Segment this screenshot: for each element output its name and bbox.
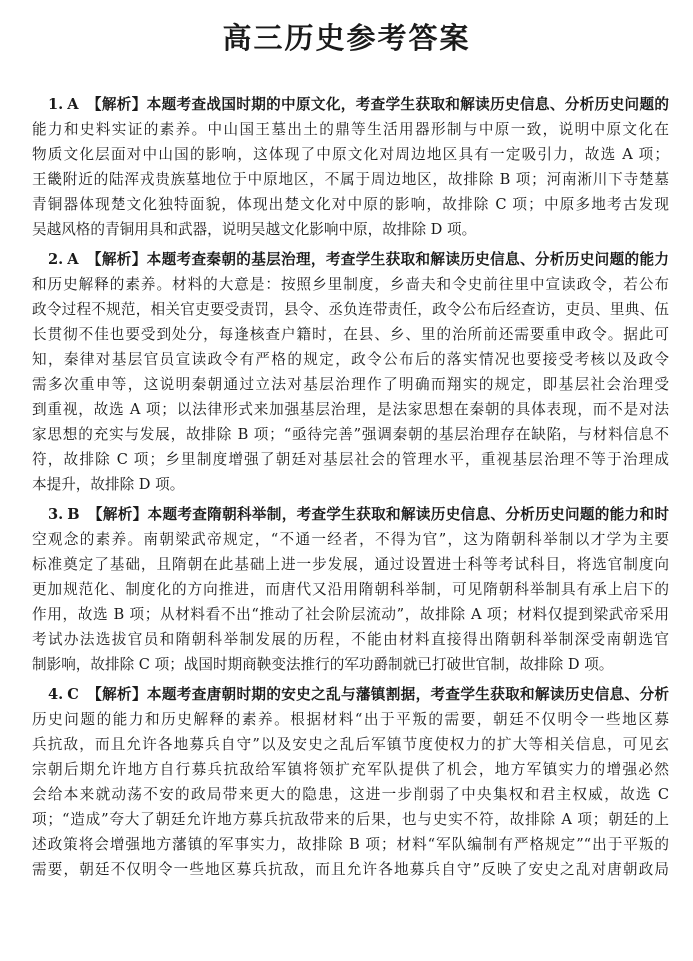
answer-line: 政令过程不规范，相关官吏要受责罚，县令、丞负连带责任，政令公布后经查访，吏员、里典、伍: [32, 301, 669, 318]
answer-line: 和历史解释的素养。材料的大意是：按照乡里制度，乡啬夫和令史前往里中宣读政令，若公布: [32, 276, 669, 293]
answer-line: 本提升，故排除 D 项。: [32, 476, 185, 493]
answer-letter: B: [67, 506, 80, 523]
answer-first-line: [32, 247, 669, 272]
answer-line: 王畿附近的陆浑戎贵族墓地位于中原地区，不属于周边地区，故排除 B 项；河南淅川下寺楚墓: [32, 171, 669, 188]
answer-line: 知，秦律对基层官员宣读政令有严格的规定，政令公布后的落实情况也要接受考核以及政令: [32, 351, 669, 368]
answer-letter: A: [67, 251, 79, 268]
answer-first-line: [32, 92, 669, 117]
analysis-tag: 【解析】: [86, 96, 147, 113]
question-number: 3.: [48, 506, 64, 523]
answer-first-line: [32, 502, 669, 527]
answer-line: 标准奠定了基础，且隋朝在此基础上进一步发展，通过设置进士科等考试科目，将选官制度向: [32, 556, 669, 573]
answer-item-2: [32, 247, 669, 497]
analysis-tag: 【解析】: [86, 686, 147, 703]
answer-item-4: [32, 682, 669, 882]
answer-line: 制影响，故排除 C 项；战国时期商鞅变法推行的军功爵制就已打破世官制，故排除 D 项。: [32, 656, 614, 673]
answer-line: 作用，故选 B 项；从材料看不出“推动了社会阶层流动”，故排除 A 项；材料仅提到梁武帝采用: [32, 606, 669, 623]
answer-item-3: [32, 502, 669, 677]
answer-letter: A: [67, 96, 79, 113]
answer-line: 青铜器体现楚文化独特面貌，体现出楚文化对中原的影响，故排除 C 项；中原多地考古发现: [32, 196, 669, 213]
answer-line: 项；“造成”夸大了朝廷允许地方募兵抗敌带来的后果，也与史实不符，故排除 A 项；朝廷的上: [32, 811, 669, 828]
answer-line: 会给本来就动荡不安的政局带来更大的隐患，这进一步削弱了中央集权和君主权威，故选 C: [32, 786, 669, 803]
question-number: 2.: [48, 251, 64, 268]
answer-line: 到重视，故选 A 项；以法律形式来加强基层治理，是法家思想在秦朝的具体表现，而不是对法: [32, 401, 669, 418]
answer-lead: 本题考查隋朝科举制，考查学生获取和解读历史信息、分析历史问题的能力和时: [147, 506, 669, 523]
analysis-tag: 【解析】: [87, 506, 148, 523]
question-number: 4.: [48, 686, 64, 703]
answer-lead: 本题考查唐朝时期的安史之乱与藩镇割据，考查学生获取和解读历史信息、分析: [146, 686, 669, 703]
page-title: 高三历史参考答案: [222, 21, 471, 55]
answer-first-line: [32, 682, 669, 707]
answer-line: 述政策将会增强地方藩镇的军事实力，故排除 B 项；材料“军队编制有严格规定”“出于平叛的: [32, 836, 669, 853]
answer-line: 长贯彻不佳也要受到处分，每逢核查户籍时，在县、乡、里的治所前还需要重申政令。据此可: [32, 326, 669, 343]
answer-letter: C: [67, 686, 79, 703]
answer-line: 符，故排除 C 项；乡里制度增强了朝廷对基层社会的管理水平，重视基层治理不等于治理成: [32, 451, 669, 468]
answer-line: 物质文化层面对中山国的影响，这体现了中原文化对周边地区具有一定吸引力，故选 A 项；: [32, 146, 669, 163]
answer-line: 兵抗敌，而且允许各地募兵自守”以及安史之乱后军镇节度使权力的扩大等相关信息，可见玄: [32, 736, 669, 753]
question-number: 1.: [48, 96, 64, 113]
answer-list: [32, 92, 669, 887]
answer-line: 考试办法选拔官员和隋朝科举制发展的历程，不能由材料直接得出隋朝科举制深受南朝选官: [32, 631, 669, 648]
answer-lead: 本题考查战国时期的中原文化，考查学生获取和解读历史信息、分析历史问题的: [146, 96, 669, 113]
analysis-tag: 【解析】: [86, 251, 147, 268]
answer-line: 宗朝后期允许地方自行募兵抗敌给军镇将领扩充军队提供了机会，地方军镇实力的增强必然: [32, 761, 669, 778]
answer-line: 能力和史料实证的素养。中山国王墓出土的鼎等生活用器形制与中原一致，说明中原文化在: [32, 121, 669, 138]
answer-item-1: [32, 92, 669, 242]
answer-line: 需多次重申等，这说明秦朝通过立法对基层治理作了明确而翔实的规定，即基层社会治理受: [32, 376, 669, 393]
answer-line: 吴越风格的青铜用具和武器，说明吴越文化影响中原，故排除 D 项。: [32, 221, 477, 238]
answer-lead: 本题考查秦朝的基层治理，考查学生获取和解读历史信息、分析历史问题的能力: [146, 251, 669, 268]
answer-line: 空观念的素养。南朝梁武帝规定，“不通一经者，不得为官”，这为隋朝科举制以才学为主要: [32, 531, 669, 548]
answer-line: 需要，朝廷不仅明令一些地区募兵抗敌，而且允许各地募兵自守”反映了安史之乱对唐朝政局: [32, 861, 669, 878]
answer-line: 历史问题的能力和历史解释的素养。根据材料“出于平叛的需要，朝廷不仅明令一些地区募: [32, 711, 669, 728]
answer-line: 家思想的充实与发展，故排除 B 项；“亟待完善”强调秦朝的基层治理存在缺陷，与材料信息不: [32, 426, 669, 443]
answer-line: 更加规范化、制度化的方向推进，而唐代又沿用隋朝科举制，可见隋朝科举制具有承上启下的: [32, 581, 669, 598]
